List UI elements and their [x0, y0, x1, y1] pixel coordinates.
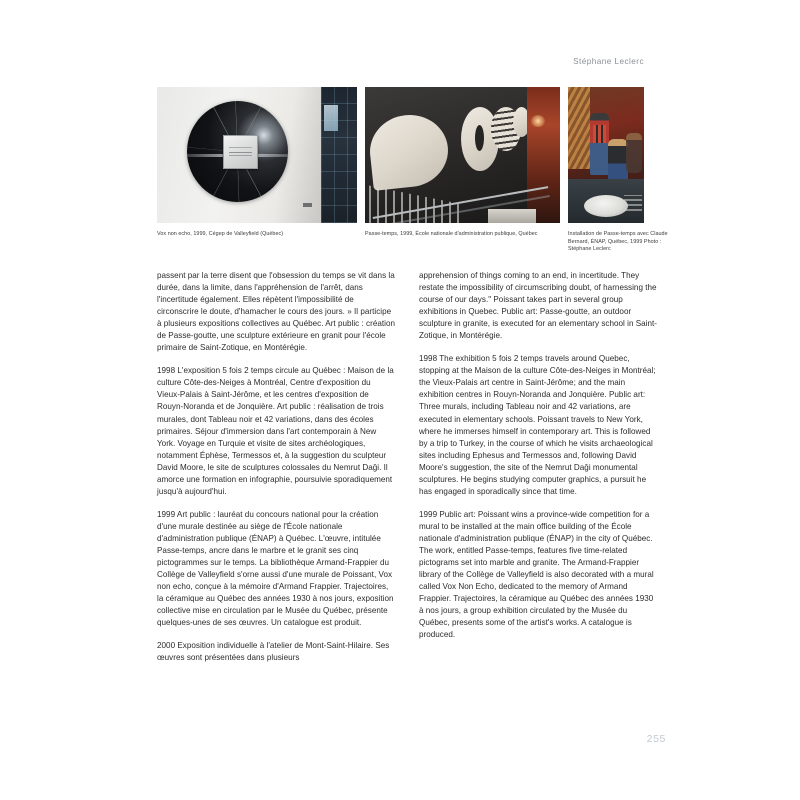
paragraph: 1998 The exhibition 5 fois 2 temps travels around Quebec, stopping at the Maison de la culture Côte-des-Neiges in Montréal; the Vieux-Palais art centre in Saint-Jérôme; and the main exhibition centres in Rouyn-Noranda and Jonquière. Public art: Three murals, including Tableau noir and 42 variations, are executed in elementary schools. Poissant travels to New York, where he immerses himself in contemporary art. This is followed by a trip to Turkey, in the course of which he visits archaeological sites including Ephesus and Termessos and, following David Moore's suggestion, the site of the Nemrut Daği monumental sculptures. He begins studying computer graphics, a pursuit he has engaged in sporadically since that time. — [419, 354, 656, 496]
column-english — [419, 270, 657, 664]
person-background — [626, 133, 642, 173]
page-number: 255 — [646, 733, 666, 745]
landing-floor — [488, 209, 536, 223]
paragraph: 1998 L'exposition 5 fois 2 temps circule au Québec : Maison de la culture Côte-des-Neiges à Montréal, Centre d'exposition du Vieux-Palais à Saint-Jérôme, et les centres d'exposition de Rouyn-Noranda et de Jonquière. Art public : réalisation de trois murales, dont Tableau noir et 42 variations, dans des écoles primaires. Séjour d'immersion dans l'art contemporain à New York. Voyage en Turquie et visite de sites archéologiques, notamment Éphèse, Termessos et, à la suggestion du sculpteur David Moore, le site de sculptures colossales du Nemrut Daği. Il amorce une formation en infographie, poursuivie sporadiquement jusqu'à aujourd'hui. — [157, 366, 394, 496]
plate-image-passe-temps — [365, 87, 560, 223]
central-plaque — [223, 135, 258, 169]
person-standing — [590, 113, 609, 175]
body-columns — [157, 270, 657, 664]
glass-curtain-wall — [321, 87, 357, 223]
paragraph: apprehension of things coming to an end, in incertitude. They restate the impossibility of circumscribing doubt, of harnessing the course of our days." Poissant takes part in several group exhibitions in Quebec. Public art: Passe-goutte, an outdoor sculpture in granite, is executed for an elementary school in Saint-Zotique, in Montérégie. — [419, 271, 658, 341]
caption-passe-temps: Passe-temps, 1999, École nationale d'administration publique, Québec — [365, 231, 538, 237]
plate-image-installation — [568, 87, 644, 223]
paragraph: 2000 Exposition individuelle à l'atelier de Mont-Saint-Hilaire. Ses œuvres sont présentées dans plusieurs — [157, 641, 390, 663]
paragraph: 1999 Art public : lauréat du concours national pour la création d'une murale destinée au siège de l'École nationale d'administration publique (ÉNAP) à Québec. L'œuvre, intitulée Passe-temps, ancre dans le marbre et le granit ses cinq pictogrammes sur le temps. La bibliothèque Armand-Frappier du Collège de Valleyfield s'orne aussi d'une murale de Poissant, Vox non echo, conçue à la mémoire d'Armand Frappier. Trajectoires, la céramique au Québec des années 1930 à nos jours, exposition collective mise en circulation par le Musée du Québec, présente quelques-unes de ses œuvres. Un catalogue est produit. — [157, 509, 394, 628]
white-stone-element — [584, 195, 628, 217]
caption-vox-non-echo: Vox non echo, 1999, Cégep de Valleyfield (Québec) — [157, 231, 284, 237]
paragraph: 1999 Public art: Poissant wins a province-wide competition for a mural to be installed at the main office building of the École nationale d'administration publique (ÉNAP) in the city of Québec. The work, entitled Passe-temps, features five time-related pictograms set into marble and granite. The Armand-Frappier library of the Collège de Valleyfield is also decorated with a mural called Vox Non Echo, dedicated to the memory of Armand Frappier. Trajectoires, la céramique au Québec des années 1930 à nos jours, a group exhibition circulated by the Musée du Québec, presents some of the artist's works. A catalogue is produced. — [419, 509, 654, 640]
plate-row — [157, 87, 644, 223]
wooden-structure — [568, 87, 590, 169]
wall-label — [303, 203, 312, 207]
running-head: Stéphane Leclerc — [573, 57, 644, 66]
caption-installation: Installation de Passe-temps avec Claude Bernard, ÉNAP, Québec, 1999 Photo : Stéphane Leclerc — [568, 231, 668, 253]
stair-pictogram — [624, 195, 642, 211]
plate-image-vox-non-echo — [157, 87, 357, 223]
adjacent-red-room — [527, 87, 560, 223]
caption-row — [157, 231, 668, 263]
paragraph: passent par la terre disent que l'obsession du temps se vit dans la durée, dans la limite, dans l'appréhension de l'arrêt, dans l'incertitude également. Elles répètent l'impossibilité de circonscrire le doute, d'hamacher le cours des jours. » Il participe à plusieurs expositions collectives au Québec. Art public : création de Passe-goutte, une sculpture extérieure en granit pour l'école primaire de Saint-Zotique, en Montérégie. — [157, 271, 396, 353]
person-crouching — [608, 139, 628, 183]
column-french — [157, 270, 395, 664]
